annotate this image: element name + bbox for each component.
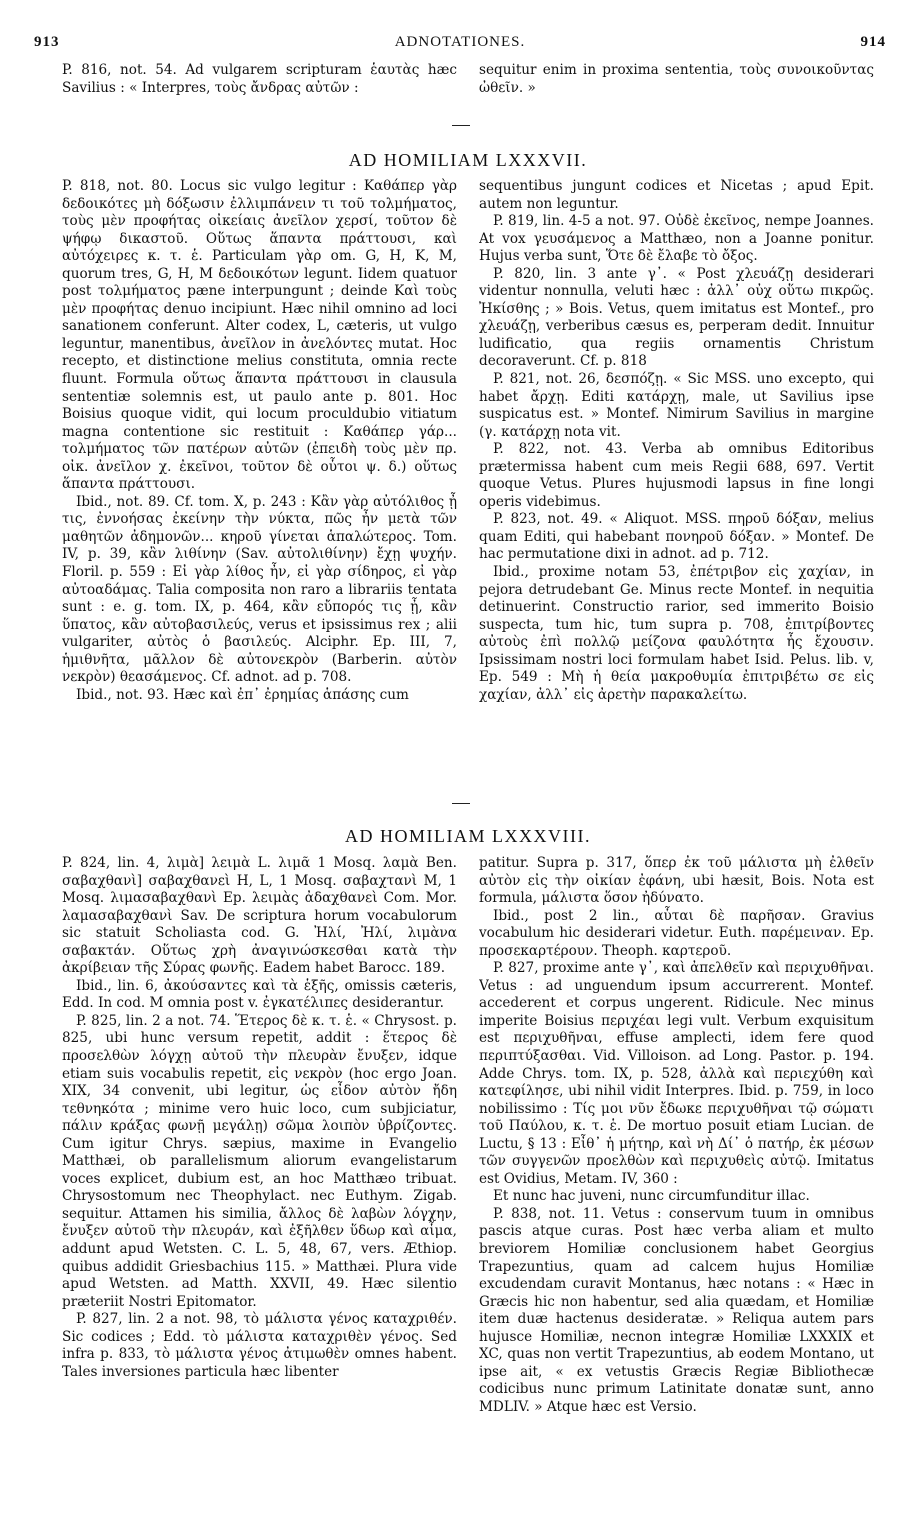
note-paragraph: P. 818, not. 80. Locus sic vulgo legitur : Καθάπερ γὰρ δεδοικότες μὴ δόξωσιν ἐλλιμπάνειν τι τοῦ τολμήματος, τοὺς μὲν προφήτας οἰκείαις ἀνεῖλον χερσί, τοῦτον δὲ ψήφῳ δικαστοῦ. Οὕτως ἅπαντα πράττουσι, καὶ αὐτόχειρες κ. τ. ἑ. Particulam γὰρ om. G, H, K, M, quorum tres, G, H, M δεδοικότων legunt. Iidem quatuor post τολμήματος pæne interpungunt ; deinde Καὶ τοὺς μὲν προφήτας denuo incipiunt. Hæc nihil omnino ad loci sanationem conferunt. Alter codex, L, cæteris, ut vulgo leguntur, manentibus, ἀνεῖλον in ἀνελόντες mutat. Hoc recepto, et distinctione melius constituta, omnia recte fluunt. Formula οὕτως ἅπαντα πράττουσι in clausula sententiæ solemnis est, ut paulo ante p. 801. Hoc Boisius quoque vidit, qui locum proculdubio vitiatum magna contentione sic restituit : Καθάπερ γάρ... τολμήματος τῶν πατέρων αὐτῶν (ἐπειδὴ τοὺς μὲν πρ. οἰκ. ἀνεῖλον χ. ἐκεῖνοι, τοῦτον δὲ οὗτοι ψ. δ.) οὕτως ἅπαντα πράττουσι. [62,178,457,493]
note-column-right [479,855,874,1501]
note-paragraph: P. 821, not. 26, δεσπόζῃ. « Sic MSS. uno excepto, qui habet ἄρχῃ. Editi κατάρχῃ, male, ut Savilius ipse suspicatus est. » Montef. Nimirum Savilius in margine (γ. κατάρχῃ nota vit. [479,371,874,440]
page-number-left: 913 [34,34,60,50]
section-divider [452,803,470,804]
running-title: ADNOTATIONES. [394,34,526,50]
verse-line: Et nunc hac juveni, nunc circumfunditur illac. [493,1188,810,1205]
note-block-1 [62,62,874,102]
note-paragraph: sequentibus jungunt codices et Nicetas ; apud Epit. autem non leguntur. [479,178,874,212]
note-paragraph: Ibid., not. 89. Cf. tom. X, p. 243 : Κἂν γὰρ αὐτόλιθος ᾖ τις, ἐννοήσας ἐκείνην τὴν νύκτα, πῶς ἦν μετὰ τῶν μαθητῶν ἀδημονῶν... κηροῦ γίνεται ἁπαλώτερος. Tom. IV, p. 39, κἂν λιθίνην (Sav. αὐτολιθίνην) ἔχῃ ψυχήν. Floril. p. 559 : Εἰ γὰρ λίθος ἦν, εἰ γὰρ σίδηρος, εἰ γὰρ αὐτοαδάμας. Talia composita non raro a librariis tentata sunt : e. g. tom. IX, p. 464, κἂν εὔπορός τις ᾖ, κἂν ὕπατος, κἂν αὐτοβασιλεύς, verus et ipsissimus rex ; alii vulgariter, αὐτὸς ὁ βασιλεύς. Alciphr. Ep. III, 7, ἡμιθνῆτα, μᾶλλον δὲ αὐτονεκρὸν (Barberin. αὐτὸν νεκρὸν) θεασάμενος. Cf. adnot. ad p. 708. [62,493,457,686]
section-heading: AD HOMILIAM LXXXVII. [348,150,588,170]
page-number-right: 914 [860,34,886,50]
note-column-left [62,62,457,102]
note-column-right [479,178,874,764]
note-paragraph: Ibid., not. 93. Hæc καὶ ἐπ᾽ ἐρημίας ἁπάσης cum [76,686,409,703]
note-paragraph: sequitur enim in proxima sententia, τοὺς συνοικοῦντας ὠθεῖν. » [479,62,874,96]
note-paragraph: Ibid., lin. 6, ἀκούσαντες καὶ τὰ ἑξῆς, omissis cæteris, Edd. In cod. M omnia post v. ἐγκατέλιπες desiderantur. [62,977,457,1012]
note-paragraph: P. 816, not. 54. Ad vulgarem scripturam ἑαυτὰς hæc Savilius : « Interpres, τοὺς ἄνδρας αὐτῶν : [62,62,457,96]
note-paragraph: P. 825, lin. 2 a not. 74. Ἕτερος δὲ κ. τ. ἑ. « Chrysost. p. 825, ubi hunc versum repetit, addit : ἕτερος δὲ προσελθὼν λόγχῃ αὐτοῦ τὴν πλευρὰν ἔνυξεν, idque etiam suis vocabulis repetit, εἰς νεκρὸν (hoc ergo Joan. XIX, 34 convenit, ubi legitur, ὡς εἶδον αὐτὸν ἤδη τεθνηκότα ; minime vero huic loco, cum subjiciatur, πάλιν κράξας φωνῇ μεγάλῃ) σῶμα λοιπὸν ὑβρίζοντες. Cum igitur Chrys. sæpius, maxime in Evangelio Matthæi, ob parallelismum aliorum evangelistarum voces explicet, dubium est, an hoc Matthæo tribuat. Chrysostomum nec Theophylact. nec Euthym. Zigab. sequitur. Attamen his similia, ἄλλος δὲ λαβὼν λόγχην, ἔνυξεν αὐτοῦ τὴν πλευράν, καὶ ἐξῆλθεν ὕδωρ καὶ αἷμα, addunt apud Wetsten. C. L. 5, 48, 67, vers. Æthiop. quibus addidit Griesbachius 115. » Matthæi. Plura vide apud Wetsten. ad Matth. XXVII, 49. Hæc silentio præteriit Nostri Epitomator. [62,1012,457,1310]
note-paragraph: P. 823, not. 49. « Aliquot. MSS. πηροῦ δόξαν, melius quam Editi, qui habebant πονηροῦ δόξαν. » Montef. De hac permutatione dixi in adnot. ad p. 712. [479,511,874,563]
note-paragraph: P. 819, lin. 4-5 a not. 97. Οὐδὲ ἐκεῖνος, nempe Joannes. At vox γευσάμενος a Matthæo, non a Joanne ponitur. Hujus verba sunt, Ὅτε δὲ ἔλαβε τὸ ὄξος. [479,213,874,265]
note-column-left [62,178,457,764]
note-paragraph: Ibid., proxime notam 53, ἐπέτριβον εἰς χαχίαν, in pejora detrudebant Ge. Minus recte Montef. in nequitia detinuerint. Constructio rarior, sed immerito Boisio suspecta, tum hic, tum supra p. 708, ἐπιτρίβοντες αὐτοὺς ἐπὶ πολλῷ μείζονα φαυλότητα ἧς ἔχουσιν. Ipsissimam nostri loci formulam habet Isid. Pelus. lib. v, Ep. 549 : Μὴ ἡ θεία μακροθυμία ἐπιτριβέτω σε εἰς χαχίαν, ἀλλ᾽ εἰς ἀρετὴν παρακαλείτω. [479,564,874,703]
note-paragraph: Ibid., post 2 lin., αὗται δὲ παρῆσαν. Gravius vocabulum hic desiderari videtur. Euth. παρέμειναν. Ep. προσεκαρτέρουν. Theoph. καρτεροῦ. [479,907,874,959]
note-paragraph: P. 827, lin. 2 a not. 98, τὸ μάλιστα γένος καταχριθέν. Sic codices ; Edd. τὸ μάλιστα καταχριθὲν γένος. Sed infra p. 833, τὸ μάλιστα γένος ἀτιμωθὲν omnes habent. Tales inversiones particula hæc libenter [62,1311,457,1380]
note-paragraph: P. 820, lin. 3 ante γ᾽. « Post χλευάζῃ desiderari videntur nonnulla, veluti hæc : ἀλλ᾽ οὐχ οὕτω πικρῶς. Ἠκίσθης ; » Bois. Vetus, quem imitatus est Montef., pro χλευάζῃ, verberibus cæsus es, perperam dedit. Innuitur ludificatio, qua regiis ornamentis Christum decoraverunt. Cf. p. 818 [479,265,874,370]
section-divider [452,125,470,126]
note-paragraph: P. 824, lin. 4, λιμὰ] λειμὰ L. λιμᾶ 1 Mosq. λαμὰ Ben. σαβαχθανὶ] σαβαχθανεὶ H, L, 1 Mosq. σαβαχτανὶ M, 1 Mosq. λιμασαβαχθανὶ Ep. λειμὰς ἀδαχθανεὶ Com. Mor. λαμασαβαχθανὶ Sav. De scriptura horum vocabulorum sic statuit Scholiasta cod. G. Ἠλί, Ἠλί, λιμὰνα σαβακτάν. Οὕτως χρὴ ἀναγινώσκεσθαι κατὰ τὴν ἀκρίβειαν τῆς Σύρας φωνῆς. Eadem habet Barocc. 189. [62,855,457,977]
note-block-2 [62,178,874,764]
note-paragraph: P. 838, not. 11. Vetus : conservum tuum in omnibus pascis atque curas. Post hæc verba aliam et multo breviorem Homiliæ conclusionem habet Georgius Trapezuntius, quam ad calcem hujus Homiliæ excudendam curavit Montanus, hæc notans : « Hæc in Græcis hic non habentur, sed alia quædam, et Homiliæ item duæ hactenus desideratæ. » Reliqua autem pars hujusce Homiliæ, necnon integræ Homiliæ LXXXIX et XC, quas non vertit Trapezuntius, ab eodem Montano, ut ipse ait, « ex vetustis Græcis Regiæ Bibliothecæ codicibus nunc primum Latinitate donatæ sunt, anno MDLIV. » Atque hæc est Versio. [479,1205,874,1415]
note-column-right [479,62,874,102]
running-head [34,34,886,56]
section-heading: AD HOMILIAM LXXXVIII. [345,826,591,846]
note-block-3 [62,855,874,1501]
note-paragraph: patitur. Supra p. 317, ὅπερ ἐκ τοῦ μάλιστα μὴ ἐλθεῖν αὐτὸν εἰς τὴν οἰκίαν ἐφάνη, ubi hæsit, Bois. Nota est formula, μάλιστα ὅσον ἠδύνατο. [479,855,874,907]
note-paragraph: P. 827, proxime ante γ᾽, καὶ ἀπελθεῖν καὶ περιχυθῆναι. Vetus : ad unguendum ipsum accurrerent. Montef. accederent et corpus ungerent. Ridicule. Nec minus imperite Boisius περιχέαι legi vult. Verbum exquisitum est περιχυθῆναι, effuse amplecti, idem fere quod περιπτύξασθαι. Vid. Villoison. ad Long. Pastor. p. 194. Adde Chrys. tom. IX, p. 528, ἀλλὰ καὶ περιεχύθη καὶ κατεφίλησε, ubi nihil vidit Interpres. Ibid. p. 759, in loco nobilissimo : Τίς μοι νῦν ἔδωκε περιχυθῆναι τῷ σώματι τοῦ Παύλου, κ. τ. ἑ. De mortuo posuit etiam Lucian. de Luctu, § 13 : Εἶθ᾽ ἡ μήτηρ, καὶ νὴ Δί᾽ ὁ πατήρ, ἐκ μέσων τῶν συγγενῶν προελθὼν καὶ περιχυθεὶς αὐτῷ. Imitatus est Ovidius, Metam. IV, 360 : [479,960,874,1187]
note-paragraph: P. 822, not. 43. Verba ab omnibus Editoribus prætermissa habent cum meis Regii 688, 697. Vertit quoque Vetus. Plures hujusmodi lapsus in fine longi operis videbimus. [479,441,874,510]
note-column-left [62,855,457,1501]
